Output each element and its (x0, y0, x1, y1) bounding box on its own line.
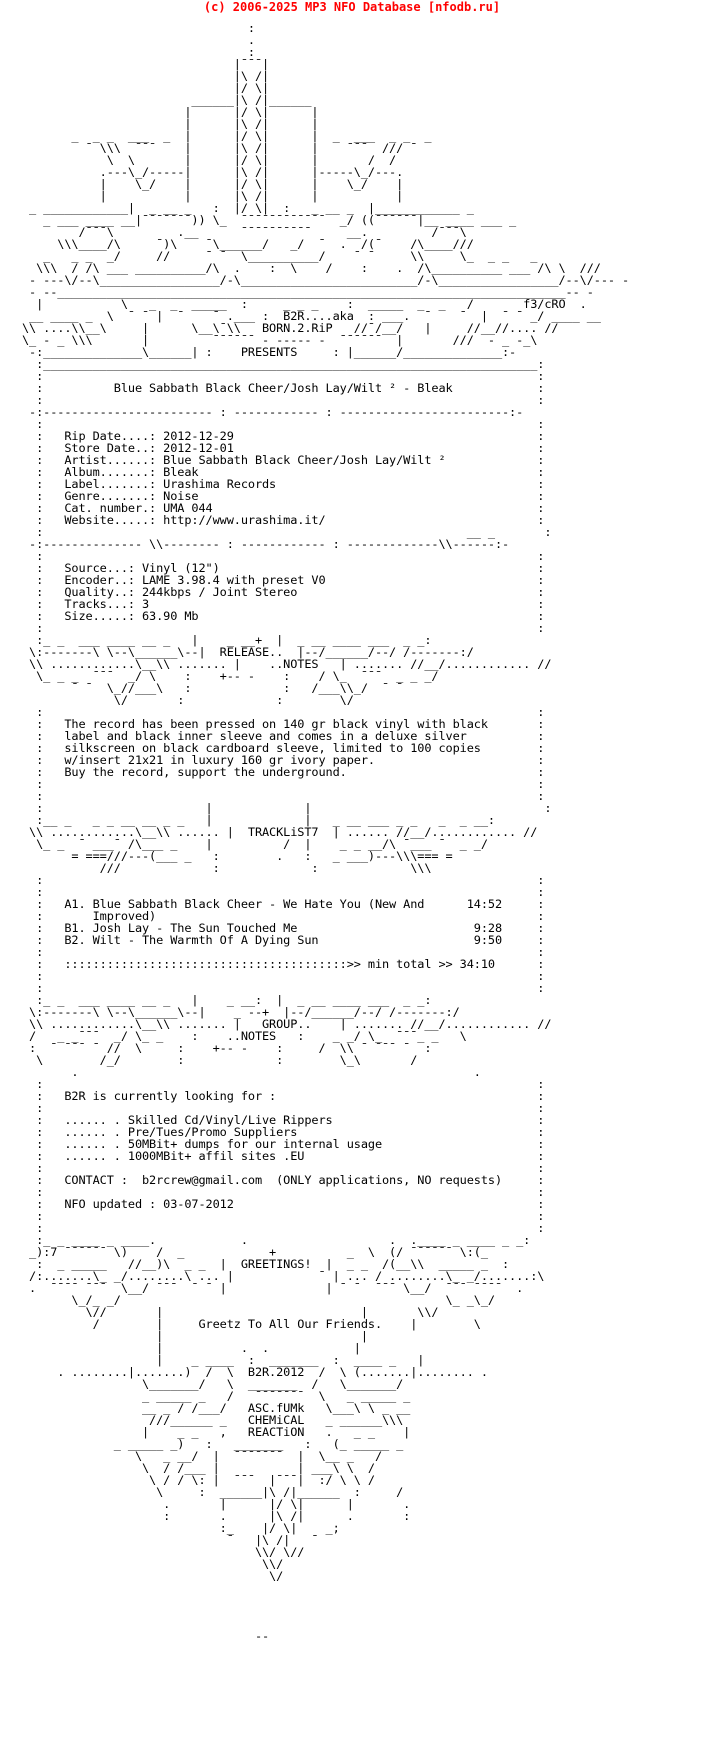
nfo-ascii-art: : . : |¯¯¯| |\ /| |/ \| ______|\ /|______ | |/ \| | | |\ /| | _ _ _ ___ _ | |/ \| | _ ___ _ _ _ ¯ \\\ ¯¯¯ | |\ /| | ¯¯¯ /// ¯ \ \ | |/ \| | / / .---\_/-----| |\ /| |-----\_/---. | \_/ | |/ \| | \_/ | | | |\ /| | | _ ____________| _ __ _ : |/ \| : _ __ _ |____________ _ _ ___ ____ __|¯¯¯¯¯¯¯)) \_ ¯¯¯¯¯¯¯¯¯¯¯¯ _/ ((¯¯¯¯¯¯|__ ____ ___ _ /¯¯¯\ .__ ¯¯¯¯¯¯¯¯¯¯ __. /¯¯¯\ \\\____/\ ¯)\ ¯\______/ _/ ¯ . /(¯ /\____/// _ _ _ _/ // ¯ ¯ \__________/ ¯ ¯ \\ \_ _ _ _ \\\ / /\ ___ __________/\ . : \ / : . /\__________ ___ /\ \ /// - ---\/--\_________________/-\_________________________/-\_________________/--\/--- - - --________________________________________________________________________-- - | \ _ _ _____ : _ _ _ : _____ _ _ / f3/cRO . __ ____ _ \ ¯ ¯ | ¯ ¯ .___ : B2R....aka : ___. ¯ ¯ | ¯ ¯ _/ ____ __ \\ ....\\__\ | \__\¯\\ BORN.2.RiP //¯/__/ | //__//.... // \_ - _ \\\ | ¯¯¯¯¯¯ - ----- - ¯¯¯¯¯¯ | /// - _ -_\ -:______________\______| : PRESENTS : |______/______________:- :______________________________________________________________________: : : : Blue Sabbath Black Cheer/Josh Lay/Wilt ² - Bleak : : : -:------------------------ : ------------ : ------------------------:- : : : Rip Date....: 2012-12-29 : : Store Date..: 2012-12-01 : : Artist......: Blue Sabbath Black Cheer/Josh Lay/Wilt ² : : Album.......: Bleak : : Label.......: Urashima Records : : Genre.......: Noise : : Cat. number.: UMA 044 : : Website.....: http://www.urashima.it/ : : __ _ : -:-------------- \\-------- : ------------ : -------------\\------:- : : : Source...: Vinyl (12") : : Encoder..: LAME 3.98.4 with preset V0 : : Quality..: 244kbps / Joint Stereo : : Tracks...: 3 : : Size.....: 63.90 Mb : : : :_ _ ___ ____ __ _ | _ __+ | _ __ ____ ___ _ _: \:-------\ \--\______\--| RELEASE.. |--/______/--/ /-------:/ \\ ............\__\\ ....... | ..NOTES | ....... //__/............ // \_ _ _ ¯¯¯ _/ \ : +-- - : / \_ ¯¯¯ _ _ _/ ¯ ¯ \_//___\ : : /___\\_/ ¯ ¯ \/ : : \/ : : : The record has been pressed on 140 gr black vinyl with black : : label and black inner sleeve and comes in a deluxe silver : : silkscreen on black cardboard sleeve, limited to 100 copies : : w/insert 21x21 in luxury 160 gr ivory paper. : : Buy the record, support the underground. : : : : : : | | : :__ _ _ _ __ __ _ _ | | _ __ ___ _ _ _ _ __: \\ ............\__\\ ...... | TRACKLiST7 | ...... //__/............ // \_ _ ¯ ___¯ /\___ _ | / | _ _ __/\ ¯___ ¯ _ _/ = ===///---(___ _ : . : _ ___)---\\\=== = /// : : \\\ : : : : : A1. Blue Sabbath Black Cheer - We Hate You (New And 14:52 : : Improved) : : B1. Josh Lay - The Sun Touched Me 9:28 : : B2. Wilt - The Warmth Of A Dying Sun 9:50 : : : : ::::::::::::::::::::::::::::::::::::::::>> min total >> 34:10 : : : : : :_ _ ___ ____ __ _ | _ __: | _ __ ____ ___ _ _: \:-------\ \--\______\--| _ --+ |--/______/--/ /-------:/ \\ ............\__\\ ....... | GROUP.. | ....... //__/............ // / _ _¯¯¯ _/ \_ _ : ..NOTES : _ _/ \_ ¯¯¯_ _ \ : ¯ ¯¯¯ ¯ // \ : +-- - : / \\ ¯ ¯¯¯ ¯ : \ /_/ : : \_\ / . . : : : B2R is currently looking for : : : : : ...... . Skilled Cd/Vinyl/Live Rippers : : ...... . Pre/Tues/Promo Suppliers : : ...... . 50MBit+ dumps for our internal usage : : ...... . 1000MBit+ affil sites .EU : : : : CONTACT : b2rcrew@gmail.com (ONLY applications, NO requests) : : : : NFO updated : 03-07-2012 : : : : : :_ _ ____ _ ____. . . .____ _ ____ _ _: _):7 ¯¯¯¯¯¯ \) / _ + _ \ (/ ¯¯¯¯¯¯ \:(_ : _ _____ //__)\ _ _ | GREETINGS! | _ _ /(__\\ _____ _ : /:.......\_ _/........\ ... | ¯ | ... / ........\_ _/.......:\ . ¯¯¯¯ ¯¯¯ \__/ ¯¯¯ ¯ ¯ | | ¯ ¯ ¯¯¯ \__/ ¯¯¯ ¯¯¯¯ . \_/_ _/ \_ _\_/ \// | | \\/ / | Greetz To All Our Friends. | \ | | | . . | | _ ____ : _______ : ____ _ | . ........|.......) / \ B2R.2012 / \ (.......|........ . \_______/ \ _______ / \_______/ _ _____ _ / ¯¯¯¯¯¯¯ \ _ _____ _ __ _ / /___/ ASC.fUMk \___\ \ _ __ ///______ _ CHEMiCAL _ ______\\\ | _ _ , REACTiON . _ _ | _ _____ _) : _______ : (_ _____ _ \ _ __/ | ¯¯¯¯¯¯¯ | \__ _ / \ / /___ | | ___\ \ / \ / / \: | ¯¯¯ |¯¯¯| :/ \ \ / \ : ______|\ /|______ : / . | |/ \| | . : . |\ /| . : :_ |/ \| _; ¯ |\ /| ¯ \\/ \// \\/ \/ -- (22, 21, 630, 1643)
nfodb-header: (c) 2006-2025 MP3 NFO Database [nfodb.ru] (203, 0, 501, 14)
